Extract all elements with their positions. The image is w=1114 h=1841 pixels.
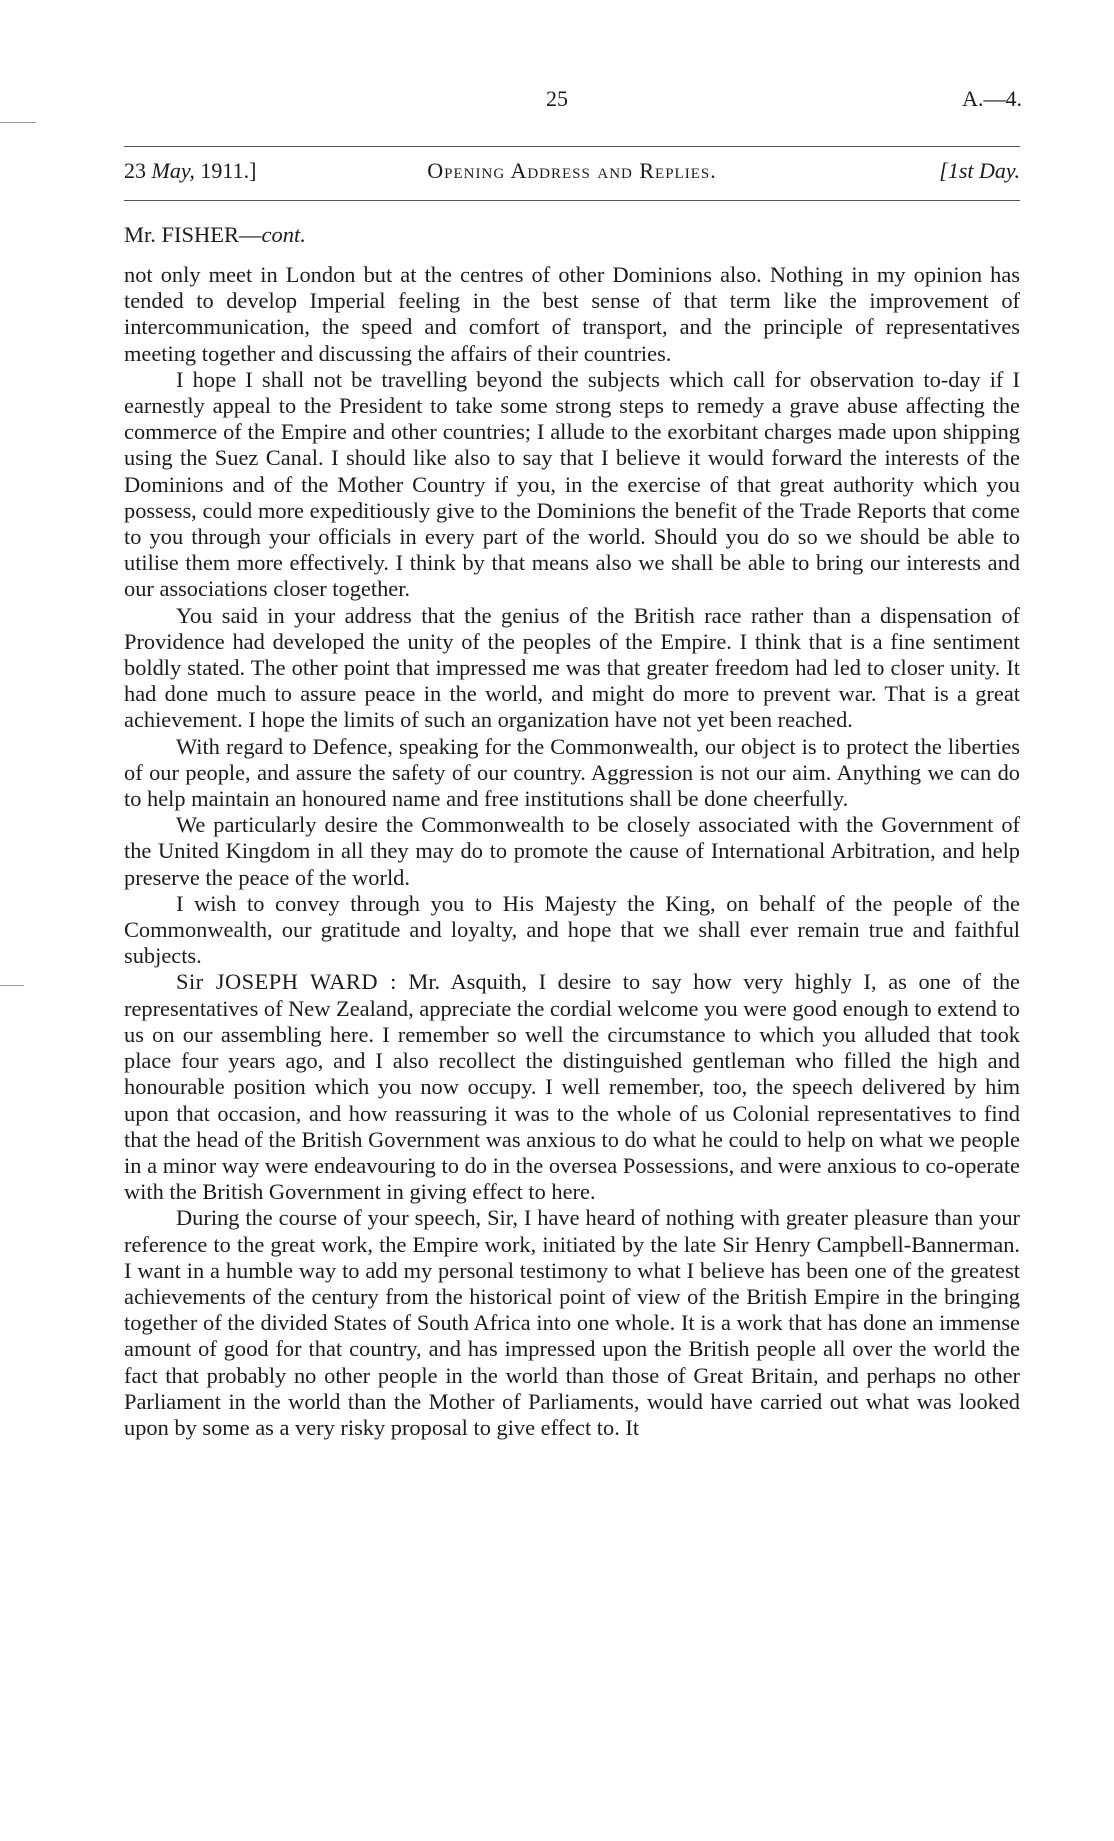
paragraph-text: You said in your address that the genius of the British race rather than a dispensation of Providence had developed the unity of the peoples of the Empire. I think that is a fine sentiment boldly stated. The other point that impressed me was that greater freedom had led to closer unity. It had done much to assure peace in the world, and might do more to prevent war. That is a great achievement. I hope the limits of such an organization have not yet been reached. bbox=[124, 602, 1020, 733]
header-title: Opening Address and Replies. bbox=[427, 158, 717, 183]
speaker-continued-name: Mr. FISHER— bbox=[124, 222, 262, 247]
page-number: 25 bbox=[546, 86, 568, 111]
header-date-year: 1911.] bbox=[200, 158, 257, 183]
header-rule-bottom bbox=[124, 200, 1020, 201]
body-text bbox=[124, 262, 1020, 1441]
running-header bbox=[124, 158, 1020, 188]
header-day bbox=[939, 158, 1020, 184]
paragraph-text: I hope I shall not be travelling beyond the subjects which call for observation to-day if I earnestly appeal to the President to take some strong steps to remedy a grave abuse affecting the commerce of the Empire and other countries; I allude to the exorbitant charges made upon shipping using the Suez Canal. I should like also to say that I believe it would forward the interests of the Dominions and of the Mother Country if you, in the exercise of that great authority which you possess, could more expeditiously give to the Dominions the benefit of the Trade Reports that come to you through your officials in every part of the world. Should you do so we should be able to utilise them more effectively. I think by that means also we shall be able to bring our interests and our associations closer together. bbox=[124, 366, 1020, 602]
paragraph bbox=[124, 262, 1020, 367]
paragraph-text: I wish to convey through you to His Majesty the King, on behalf of the people of the Commonwealth, our gratitude and loyalty, and hope that we shall ever remain true and faithful subjects. bbox=[124, 890, 1020, 969]
paragraph bbox=[124, 812, 1020, 891]
paragraph bbox=[124, 603, 1020, 734]
paragraph-text: We particularly desire the Commonwealth to be closely associated with the Government of the United Kingdom in all they may do to promote the cause of International Arbitration, and help preserve the peace of the world. bbox=[124, 812, 1020, 890]
speaker-continued-cont: cont. bbox=[261, 222, 306, 247]
document-reference: A.—4. bbox=[962, 86, 1022, 111]
margin-mark bbox=[0, 985, 24, 986]
paragraph-text: During the course of your speech, Sir, I have heard of nothing with greater pleasure than your reference to the great work, the Empire work, initiated by the late Sir Henry Campbell-Bannerman. I want in a humble way to add my personal testimony to what I believe has been one of the greatest achievements of the century from the historical point of view of the British Empire in the bringing together of the divided States of South Africa into one whole. It is a work that has done an immense amount of good for that country, and has impressed upon the British people all over the world the fact that probably no other people in the world than those of Great Britain, and perhaps no other Parliament in the world than the Mother of Parliaments, would have carried out what was looked upon by some as a very risky proposal to give effect to. It bbox=[124, 1205, 1020, 1440]
speaker-continued bbox=[124, 222, 306, 248]
paragraph-text: Mr. Asquith, I desire to say how very highly I, as one of the representatives of New Zealand, appreciate the cordial welcome you were good enough to extend to us on our assembling here. I remember so well the circumstance to which you alluded that took place four years ago, and I also recollect the distinguished gentleman who filled the high and honourable position which you now occupy. I well remember, too, the speech delivered by him upon that occasion, and how reassuring it was to the whole of us Colonial representatives to find that the head of the British Government was anxious to do what he could to help on what we people in a minor way were endeavouring to do in the oversea Possessions, and were anxious to co-operate with the British Government in giving effect to here. bbox=[124, 969, 1020, 1205]
header-rule-top bbox=[124, 146, 1020, 147]
paragraph bbox=[124, 1205, 1020, 1441]
paragraph bbox=[124, 367, 1020, 603]
paragraph bbox=[124, 891, 1020, 970]
paragraph bbox=[124, 969, 1020, 1205]
paragraph bbox=[124, 734, 1020, 813]
speaker-name: Sir JOSEPH WARD : bbox=[176, 969, 397, 995]
paragraph-text: With regard to Defence, speaking for the Commonwealth, our object is to protect the liberties of our people, and assure the safety of our country. Aggression is not our aim. Anything we can do to help maintain an honoured name and free institutions shall be done cheerfully. bbox=[124, 733, 1020, 812]
header-day-label: Day. bbox=[979, 158, 1020, 183]
header-date-day: 23 bbox=[124, 158, 146, 183]
paragraph-text: not only meet in London but at the centres of other Dominions also. Nothing in my opinion has tended to develop Imperial feeling in the best sense of that term like the improvement of intercommunication, the speed and comfort of transport, and the principle of representatives meeting together and discussing the affairs of their countries. bbox=[124, 262, 1020, 366]
header-date-month: May, bbox=[151, 158, 195, 183]
margin-mark bbox=[0, 122, 36, 123]
header-day-number: [1st bbox=[939, 158, 974, 183]
